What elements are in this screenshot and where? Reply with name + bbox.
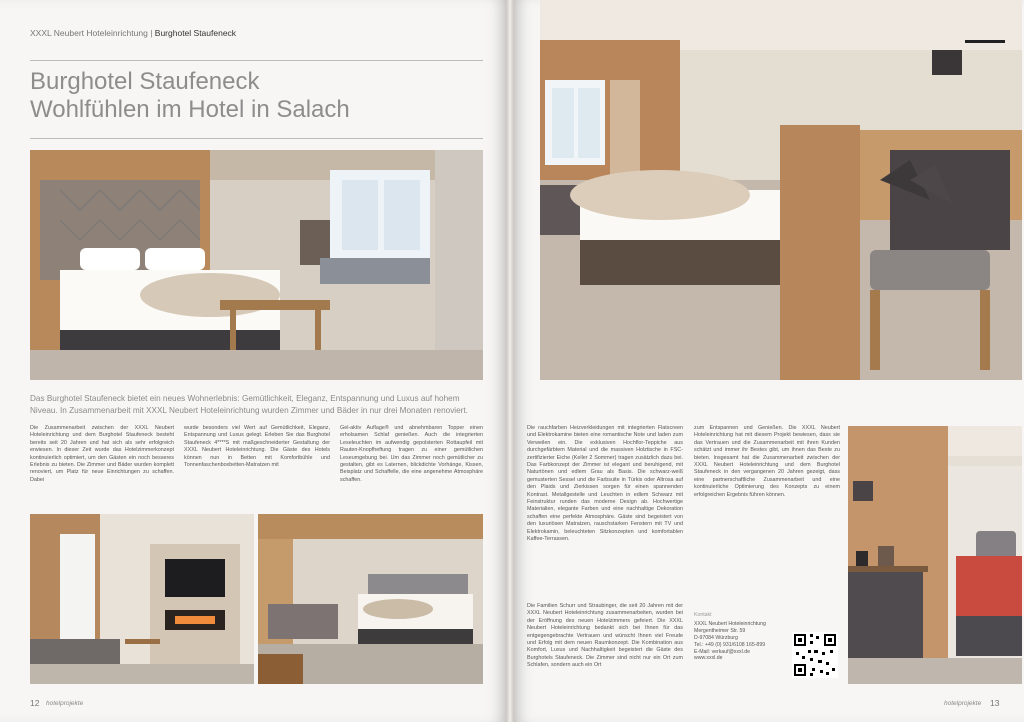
right-body-column-1a: Die rauchfarben Heizverkleidungen mit integrierten Flatscreen und Elektrokamine bieten eine romantische Note und laden zum Verweilen ein. Die exklusiven Hochflor-Teppiche aus durchgefärbtem Material und die massiven Holztische in FSC-zertifizierter Eiche (Keller 2 Sommer) tragen zusätzlich dazu bei. Das Farbkonzept der Zimmer ist elegant und beruhigend, mit Naturtönen und edlem Grau als Basis. Die schwarz-weiß gemusterten Sessel und die Farbsuite in Türkis oder Altrosa auf den Plaids und Zierkissen sorgen für einen spannenden Kontrast. Metallgestelle und Leuchten in edlem Schwarz mit Feinstruktur runden das moderne Design ab. Hochwertige Materialien, elegante Farben und eine nachhaltige Dekoration schaffen eine perfekte Atmosphäre. Gäste sind begeistert von den luxuriösen Matratzen, rauschstarken Fenstern mit TV und Elektrokamin, beleuchteten Sitzkonzepten und komfortablen Kaffee-Terrassen. — [527, 425, 683, 543]
body-column-2: wurde besonders viel Wert auf Gemütlichkeit, Eleganz, Entspannung und Luxus gelegt. Erleben Sie das Burghotel Staufeneck 4****S mit maßgeschneiderter Gestaltung der XXXL Neubert Hoteleinrichtung. Die Gäste des Hotels können nun in Betten mit Komfortbühle und Tonnenfaschenboxbetten-Matratzen mit — [184, 425, 330, 469]
magazine-brand-right: hotelprojekte — [944, 700, 982, 707]
magazine-brand-left: hotelprojekte — [46, 700, 84, 707]
fireplace-photo — [30, 514, 254, 684]
kicker — [30, 28, 236, 38]
right-body-column-1b: Die Familien Schurr und Straubinger, die seit 20 Jahren mit der XXXL Neubert Hoteleinrichtung zusammenarbeiten, wurden bei der Eröffnung des neuen Hotelzimmers gefeiert. Die XXXL Neubert Hoteleinrichtung bedankt sich bei Ihnen für das entgegengebrachte Vertrauen und wünscht Ihnen viel Freude und Erfolg mit dem neuen Raumkonzept. Die Kombination aus Komfort, Luxus und Nachhaltigkeit begeistert die Gäste des Burghotels Staufeneck. Die Zimmer sind nicht nur ein Ort zum Schlafen, sondern auch ein Ort — [527, 603, 683, 669]
page-number-left: 12 — [30, 698, 40, 708]
page-number-right: 13 — [990, 698, 1000, 708]
kicker-title: Burghotel Staufeneck — [154, 28, 237, 38]
article-title — [30, 68, 350, 124]
contact-line: www.xxxl.de — [694, 655, 723, 662]
title-line-1: Burghotel Staufeneck — [30, 68, 260, 95]
qr-code-icon — [792, 632, 838, 678]
body-column-1: Die Zusammenarbeit zwischen der XXXL Neubert Hoteleinrichtung und dem Burghotel Staufeneck besteht bereits seit 20 Jahren und hat sich als sehr erfolgreich erwiesen. In dieser Zeit wurde das Hotelzimmerkonzept kontinuierlich optimiert, um den Gästen ein noch besseres Erlebnis zu bieten. Die Zimmer und Bäder wurden komplett renoviert, um Platz für neue Einrichtungen zu schaffen. Dabei — [30, 425, 174, 483]
contact-line: E-Mail: verkauf@xxxl.de — [694, 648, 751, 655]
bedroom-panorama-photo — [540, 0, 1022, 380]
contact-line: Mergentheimer Str. 59 — [694, 627, 746, 634]
page-gutter — [506, 0, 514, 722]
hotel-room-photo — [30, 150, 483, 380]
bedroom-photo-2 — [258, 514, 483, 684]
contact-line: XXXL Neubert Hoteleinrichtung — [694, 620, 766, 627]
lead-paragraph: Das Burghotel Staufeneck bietet ein neues Wohnerlebnis: Gemütlichkeit, Eleganz, Entspannung und Luxus auf hohem Niveau. In Zusammenarbeit mit XXXL Neubert Hoteleinrichtung wurden Zimmer und Bäder in nur drei Monaten renoviert. — [30, 394, 468, 415]
contact-box — [694, 612, 789, 662]
body-column-3: Gel-aktiv Auflage® und abnehmbaren Topper einen erholsamen Schlaf genießen. Auch die integrierten Leseleuchten im aufwendig gepolsterten Rottaupfeil mit Rauten-Knopfheftung tragen zu einer gemütlichen Leseumgebung bei. Um das Zimmer noch gemütlicher zu gestalten, gibt es Laternen, blickdichte Vorhänge, Kissen, Beisplatz und Schaffelle, die eine angenehme Atmosphäre schaffen. — [340, 425, 483, 483]
contact-heading: Kontakt — [694, 612, 712, 618]
contact-line: D-97084 Würzburg — [694, 634, 738, 641]
contact-line: Tel.: +49 (0) 931/6108 165-899 — [694, 641, 766, 648]
right-body-column-2: zum Entspannen und Genießen. Die XXXL Neubert Hoteleinrichtung hat mit diesem Projekt bewiesen, dass sie das Vertrauen und die Zusammenarbeit mit ihren Kunden schätzt und immer ihr Bestes gibt, um ihnen das Beste zu bieten. Insgesamt hat die Zusammenarbeit zwischen der XXXL Neubert Hoteleinrichtung und dem Burghotel Staufeneck in den vergangenen 20 Jahren gezeigt, dass eine partnerschaftliche Zusammenarbeit und eine kontinuierliche Optimierung des Konzepts zu einem erfolgreichen Ergebnis führen können. — [694, 425, 840, 498]
kicker-section: XXXL Neubert Hoteleinrichtung — [30, 28, 148, 38]
left-page — [0, 0, 508, 722]
title-rule-top — [30, 60, 483, 61]
title-line-2: Wohlfühlen im Hotel in Salach — [30, 96, 350, 123]
minibar-photo — [848, 426, 1022, 684]
title-rule-bottom — [30, 138, 483, 139]
kicker-separator: | — [150, 28, 153, 38]
